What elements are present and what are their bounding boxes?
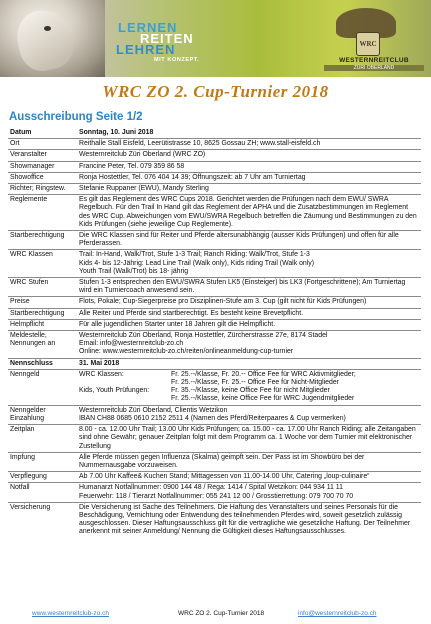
horse-photo [0, 0, 105, 77]
table-row-datum [8, 128, 421, 139]
table-row [8, 502, 421, 537]
footer-title: WRC ZO 2. Cup-Turnier 2018 [178, 610, 265, 617]
slogan-line-3: LEHREN [116, 42, 176, 57]
row-label: Datum [10, 129, 32, 136]
table-row [8, 308, 421, 319]
row-value: Alle Pferde müssen gegen Influenza (Skalma) geimpft sein. Der Pass ist im Showbüro bei der Nummernausgabe vorzuweisen. [77, 452, 421, 471]
table-row [8, 184, 421, 195]
row-value [77, 369, 421, 405]
row-value: Ab 7.00 Uhr Kaffee& Kuchen Stand; Mittagessen von 11.00-14.00 Uhr, Catering „loup-culinaire“ [77, 472, 421, 483]
table-row [8, 278, 421, 297]
footer-website-link[interactable]: www.westernreitclub-zo.ch [32, 610, 109, 617]
row-value: Die WRC Klassen sind für Reiter und Pferde altersunabhängig (ausser Kids Prüfungen) und offen für alle Pferderassen. [77, 231, 421, 250]
row-value: 31. Mai 2018 [77, 358, 421, 369]
page-subtitle: Ausschreibung Seite 1/2 [9, 111, 143, 123]
table-row [8, 150, 421, 161]
row-value: Stefanie Ruppaner (EWU), Mandy Sterling [77, 184, 421, 195]
row-label: Verpflegung [8, 472, 77, 483]
club-logo [316, 6, 428, 74]
table-row [8, 161, 421, 172]
fee-group-values: Fr. 25.--/Klasse, Fr. 20.-- Office Fee für WRC Aktivmitglieder; Fr. 25.--/Klasse, Fr. 25.-- Office Fee für Nicht-Mitglieder [171, 370, 356, 387]
table-row-nennschluss [8, 358, 421, 369]
fee-group-label: WRC Klassen: [79, 370, 124, 378]
table-row [8, 139, 421, 150]
fee-group-label: Kids, Youth Prüfungen: [79, 387, 150, 395]
table-row [8, 425, 421, 453]
row-label: Ort [8, 139, 77, 150]
row-label: WRC Klassen [8, 250, 77, 278]
table-row [8, 297, 421, 308]
row-label: Showoffice [8, 172, 77, 183]
row-label: Preise [8, 297, 77, 308]
row-value: 8.00 - ca. 12.00 Uhr Trail; 13.00 Uhr Kids Prüfungen; ca. 15.00 - ca. 17.00 Uhr Ranch Riding; alle Zeitangaben sind ohne Gewähr; genauer Zeitplan folgt mit dem Programm ca. 1 Woche vor dem Turnier mit elektronischer Zustellung [77, 425, 421, 453]
table-row [8, 172, 421, 183]
row-label: Meldestelle, Nennungen an [8, 331, 77, 359]
header-banner [0, 0, 431, 77]
row-label: Zeitplan [8, 425, 77, 453]
table-row-nenngeld [8, 369, 421, 405]
table-row [8, 483, 421, 502]
footer-email-link[interactable]: info@westernreitclub-zo.ch [298, 610, 377, 617]
slogan-line-2: REITEN [140, 31, 194, 46]
row-value: Sonntag, 10. Juni 2018 [79, 129, 154, 136]
table-row [8, 250, 421, 278]
row-value: Reithalle Stall Eisfeld, Leerütistrasse 10, 8625 Gossau ZH; www.stall-eisfeld.ch [77, 139, 421, 150]
fee-group [79, 371, 418, 387]
row-label: Startberechtigung [8, 231, 77, 250]
row-label: Showmanager [8, 161, 77, 172]
table-row [8, 319, 421, 330]
row-label: Richter; Ringstew. [8, 184, 77, 195]
page-title: WRC ZO 2. Cup-Turnier 2018 [102, 82, 329, 101]
row-label: Startberechtigung [8, 308, 77, 319]
table-row [8, 452, 421, 471]
page-footer [8, 610, 421, 620]
row-label: Nennschluss [8, 358, 77, 369]
row-label: Nenngeld [8, 369, 77, 405]
table-row [8, 331, 421, 359]
row-value: Trail: In-Hand, Walk/Trot, Stufe 1-3 Trail; Ranch Riding: Walk/Trot, Stufe 1-3 Kids 4- bis 12-Jährig: Lead Line Trail (Walk only), Kids riding Trail (Walk only) Youth Trail (Walk/Trot) bis 18- jährig [77, 250, 421, 278]
row-label: Reglemente [8, 195, 77, 231]
table-row [8, 195, 421, 231]
row-value: Für alle jugendlichen Starter unter 18 Jahren gilt die Helmpflicht. [77, 319, 421, 330]
wrc-emblem: WRC [356, 32, 380, 56]
fee-group [79, 387, 418, 403]
row-label: Notfall [8, 483, 77, 502]
row-label: Impfung [8, 452, 77, 471]
table-row [8, 405, 421, 424]
club-name: WESTERNREITCLUB [339, 57, 409, 64]
table-row [8, 472, 421, 483]
row-value: Westernreitclub Züri Oberland, Clientis Wetzikon IBAN CH88 0685 0610 2152 2511 4 (Namen des Pferd/Reiterpaares & Cup vermerken) [77, 405, 421, 424]
row-value: Es gilt das Reglement des WRC Cups 2018. Gerichtet werden die Prüfungen nach dem EWU/ SWRA Regelbuch. Für den Trail In Hand gilt das Reglement der APHA und die Zusatzbestimmungen im Reglement des WRC Cup. Abweichungen vom EWU/SWRA Regelbuch betreffen die Zäumung und Bestimmungen zu den Kids Prüfungen (siehe jeweilige Cup Reglemente). [77, 195, 421, 231]
row-value: Humanarzt Notfallnummer: 0900 144 48 / Rega: 1414 / Spital Wetzikon: 044 934 11 11 Feuerwehr: 118 / Tierarzt Notfallnummer: 055 241 12 00 / Grosstierrettung: 079 700 70 70 [77, 483, 421, 502]
row-label: Nenngelder Einzahlung [8, 405, 77, 424]
info-table [8, 128, 421, 538]
row-value: Stufen 1-3 entsprechen den EWU/SWRA Stufen LK5 (Einsteiger) bis LK3 (Fortgeschrittene); Am Turniertag wird ein Turniercoach anwesend sein. [77, 278, 421, 297]
row-value: Flots, Pokale; Cup-Siegerpreise pro Disziplinen-Stufe am 3. Cup (gilt nicht für Kids Prüfungen) [77, 297, 421, 308]
horse-eye-shape [44, 26, 51, 31]
row-value: Francine Peter, Tel. 079 359 86 58 [77, 161, 421, 172]
row-value: Westernreitclub Züri Oberland, Ronja Hostettler, Zürcherstrasse 27e, 8174 Stadel Email: info@westernreitclub-zo.ch Online: www.westernreitclub-zo.ch/reiten/onlineanmeldung-cup-turnier [77, 331, 421, 359]
slogan-line-4: MIT KONZEPT. [154, 57, 200, 63]
slogan-line-1: LERNEN [118, 20, 178, 35]
row-label: WRC Stufen [8, 278, 77, 297]
row-label: Versicherung [8, 502, 77, 537]
fee-group-values: Fr. 35.--/Klasse, keine Office Fee für nicht Mitglieder Fr. 25.--/Klasse, keine Office Fee für WRC Jugendmitglieder [171, 387, 355, 403]
club-subname: ZÜRI OBERLAND [324, 65, 424, 71]
row-label: Helmpflicht [8, 319, 77, 330]
row-value: Westernreitclub Züri Oberland (WRC ZO) [77, 150, 421, 161]
table-row [8, 231, 421, 250]
row-label: Veranstalter [8, 150, 77, 161]
row-value: Ronja Hostettler, Tel. 076 404 14 39; Öffnungszeit: ab 7 Uhr am Turniertag [77, 172, 421, 183]
row-value: Die Versicherung ist Sache des Teilnehmers. Die Haftung des Veranstalters und seines Personals für die Beschädigung, Vernichtung oder Entwendung des teilnehmenden Pferdes wird, soweit gesetzlich zulässig ausgeschlossen. Dieser Haftungsausschluss gilt für die vertragliche wie gesetzliche Haftung. Der Teilnehmer anerkennt mit seiner Anmeldung/ Nennung die Gültigkeit dieses Haftungsausschlusses. [77, 502, 421, 537]
row-value: Alle Reiter und Pferde sind startberechtigt. Es besteht keine Brevetpflicht. [77, 308, 421, 319]
horse-head-shape [12, 5, 77, 75]
